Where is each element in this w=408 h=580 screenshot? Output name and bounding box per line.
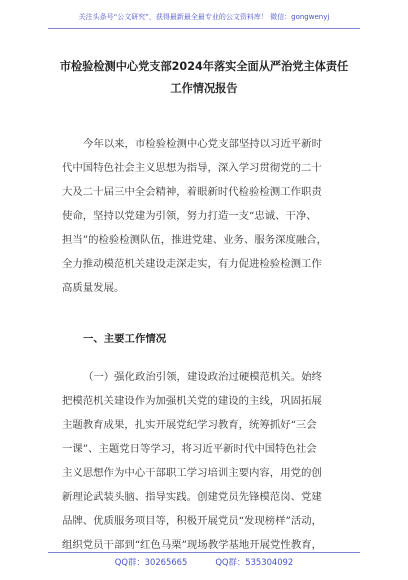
intro-line: 担当”的检验检测队伍，推进党建、业务、服务深度融合， — [62, 234, 328, 246]
subsection-line: 一课”、主题党日等学习，将习近平新时代中国特色社会 — [62, 443, 317, 455]
subsection-line: 主题教育成果，扎实开展党纪学习教育，统筹抓好“三会 — [62, 419, 317, 431]
intro-line: 高质量发展。 — [62, 282, 125, 294]
intro-line: 使命，坚持以党建为引领，努力打造一支“忠诚、干净、 — [62, 210, 317, 222]
intro-line: 代中国特色社会主义思想为指导，深入学习贯彻党的二十 — [62, 162, 322, 174]
subsection-line: 组织党员干部到“红色马栗”现场教学基地开展党性教育， — [62, 539, 322, 551]
intro-paragraph — [62, 132, 346, 300]
title-line-1: 市检验检测中心党支部2024年落实全面从严治党主体责任 — [59, 60, 349, 73]
intro-line: 大及二十届三中全会精神，着眼新时代检验检测工作职责 — [62, 186, 322, 198]
subsection-paragraph — [62, 365, 346, 557]
top-banner: 关注头条号“公文研究”，获得最新最全最专业的公文资料库！ 微信：gongwenyj — [78, 13, 330, 21]
footer-qq-group-2: QQ群：535304092 — [215, 557, 294, 567]
footer — [0, 556, 408, 568]
section-heading: 一、主要工作情况 — [83, 333, 167, 345]
intro-line: 全力推动模范机关建设走深走实，有力促进检验检测工作 — [62, 258, 322, 270]
subsection-line: 把模范机关建设作为加强机关党的建设的主线，巩固拓展 — [62, 395, 322, 407]
top-divider — [48, 28, 360, 29]
subsection-line: 新理论武装头脑、指导实践。创建党员先锋模范岗、党建 — [62, 491, 322, 503]
intro-line: 今年以来，市检验检测中心党支部坚持以习近平新时 — [83, 138, 322, 150]
subsection-line: 主义思想作为中心干部职工学习培训主要内容，用党的创 — [62, 467, 322, 479]
document-title — [40, 56, 368, 100]
footer-qq-group-1: QQ群：30265665 — [114, 557, 188, 567]
title-line-2: 工作情况报告 — [170, 82, 238, 95]
subsection-line: 品牌、优质服务项目等，积极开展党员“发现榜样”活动， — [62, 515, 322, 527]
bottom-divider — [48, 552, 360, 553]
subsection-line: （一）强化政治引领，建设政治过硬模范机关。始终 — [83, 371, 322, 383]
